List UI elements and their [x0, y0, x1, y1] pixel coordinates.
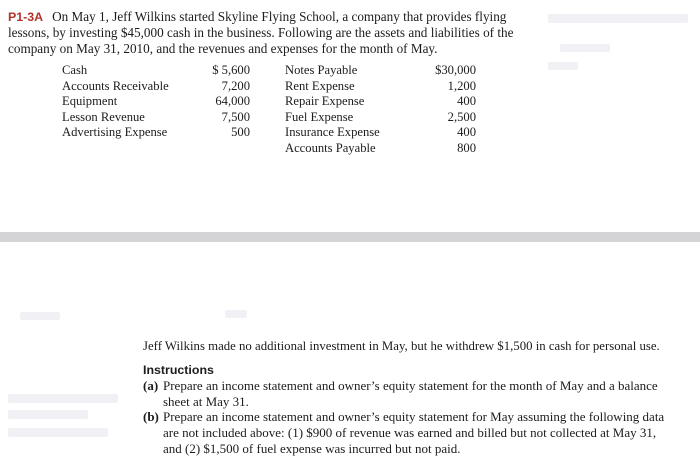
instruction-item-b — [143, 409, 671, 457]
account-amount: $30,000 — [435, 63, 476, 77]
account-row — [285, 63, 476, 79]
account-row — [62, 79, 250, 95]
instruction-text: Prepare an income statement and owner’s equity statement for the month of May and a balance sheet at May 31. — [163, 378, 658, 409]
account-column-right — [285, 63, 476, 157]
account-row — [62, 110, 250, 126]
account-name: Cash — [62, 63, 88, 77]
faded-background-block — [548, 62, 578, 70]
account-row — [285, 79, 476, 95]
account-row — [285, 141, 476, 157]
problem-code: P1-3A — [8, 10, 44, 24]
account-column-left — [62, 63, 250, 141]
account-amount: 400 — [457, 94, 476, 109]
instruction-text: Prepare an income statement and owner’s equity statement for May assuming the following data are not included above: (1) $900 of revenue was earned and billed but not collected at May 31, and (2) $1,500 of fuel expense was incurred but not paid. — [163, 409, 665, 456]
account-name: Fuel Expense — [285, 109, 354, 124]
instruction-label: (a) — [143, 378, 159, 393]
faded-background-block — [8, 410, 88, 419]
account-name: Insurance Expense — [285, 125, 380, 140]
problem-text: On May 1, Jeff Wilkins started Skyline Flying School, a company that provides flying lessons, by investing $45,000 cash in the business. Following are the assets and liabilities of the company on May 31, 2010, and the revenues and expenses for the month of May. — [8, 9, 514, 57]
account-name: Rent Expense — [285, 78, 355, 93]
account-row — [62, 94, 250, 110]
account-amount: 500 — [231, 125, 250, 140]
account-amount: 7,500 — [221, 109, 250, 124]
faded-background-block — [560, 44, 610, 52]
account-row — [285, 110, 476, 126]
account-name: Accounts Payable — [285, 140, 376, 155]
account-name: Equipment — [62, 94, 118, 109]
account-name: Repair Expense — [285, 94, 365, 109]
account-amount: 800 — [457, 140, 476, 155]
account-amount: 2,500 — [447, 109, 476, 124]
account-row — [285, 94, 476, 110]
account-amount: $ 5,600 — [212, 63, 250, 77]
account-amount: 400 — [457, 125, 476, 140]
faded-background-block — [20, 312, 60, 320]
account-row — [62, 63, 250, 79]
additional-info: Jeff Wilkins made no additional investment in May, but he withdrew $1,500 in cash for personal use. — [143, 339, 660, 353]
faded-background-block — [225, 310, 247, 318]
section-divider — [0, 232, 700, 242]
account-amount: 7,200 — [221, 78, 250, 93]
instruction-label: (b) — [143, 409, 159, 424]
problem-intro — [8, 9, 543, 58]
account-row — [285, 125, 476, 141]
account-name: Lesson Revenue — [62, 109, 145, 124]
instruction-item-a — [143, 378, 671, 410]
instructions-heading: Instructions — [143, 363, 214, 377]
account-name: Accounts Receivable — [62, 78, 169, 93]
faded-background-block — [8, 394, 118, 403]
account-amount: 1,200 — [447, 78, 476, 93]
account-name: Notes Payable — [285, 63, 358, 77]
faded-background-block — [548, 14, 688, 23]
account-name: Advertising Expense — [62, 125, 168, 140]
faded-background-block — [8, 428, 108, 437]
account-amount: 64,000 — [215, 94, 250, 109]
account-row — [62, 125, 250, 141]
